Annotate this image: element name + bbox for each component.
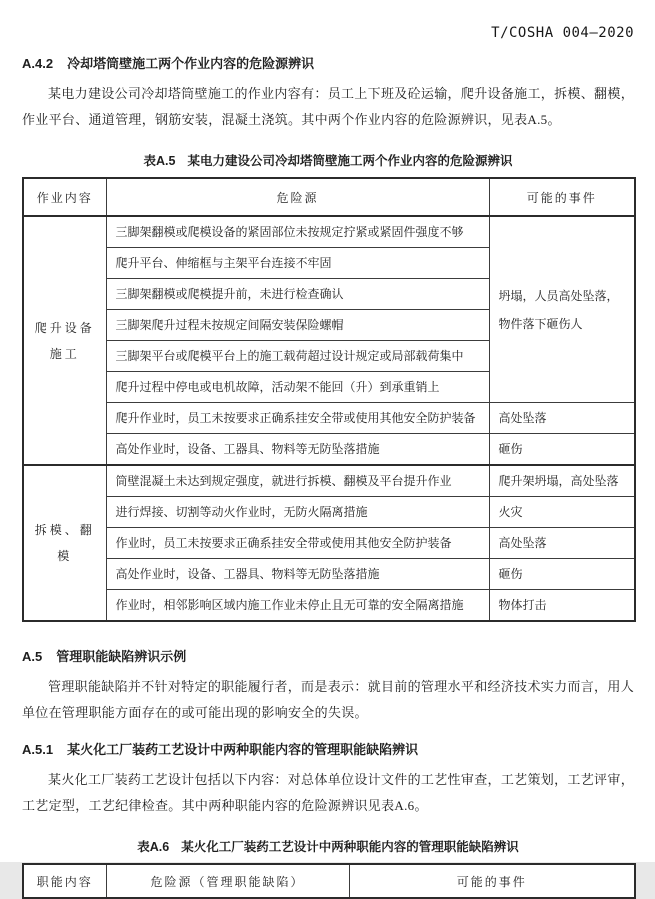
- paragraph-a5: 管理职能缺陷并不针对特定的职能履行者，而是表示：就目前的管理水平和经济技术实力而言，用人单位在管理职能方面存在的或可能出现的影响安全的失误。: [22, 679, 634, 720]
- hazard-cell: 进行焊接、切割等动火作业时，无防火隔离措施: [106, 497, 489, 528]
- section-heading-a42: [22, 55, 634, 73]
- col-header-activity: 作业内容: [23, 178, 106, 216]
- hazard-cell: 作业时，相邻影响区域内施工作业未停止且无可靠的安全隔离措施: [106, 590, 489, 622]
- hazard-table-a6: [22, 863, 636, 899]
- table-row: [23, 528, 635, 559]
- table-a5-caption: [22, 151, 634, 169]
- section-number: A.4.2: [22, 56, 54, 71]
- hazard-cell: 爬升作业时，员工未按要求正确系挂安全带或使用其他安全防护装备: [106, 403, 489, 434]
- activity-cell-formwork: 拆模、翻模: [23, 465, 106, 621]
- section-title: 某火化工厂装药工艺设计中两种职能内容的管理职能缺陷辨识: [67, 742, 419, 757]
- table-header-row: [23, 864, 635, 898]
- hazard-cell: 三脚架爬升过程未按规定间隔安装保险螺帽: [106, 310, 489, 341]
- paragraph-a51: 某火化工厂装药工艺设计包括以下内容：对总体单位设计文件的工艺性审查，工艺策划，工艺评审，工艺定型，工艺纪律检查。其中两种职能内容的危险源辨识见表A.6。: [22, 772, 634, 813]
- section-number: A.5.1: [22, 742, 54, 757]
- hazard-cell: 三脚架翻模或爬模提升前，未进行检查确认: [106, 279, 489, 310]
- event-cell: 物体打击: [489, 590, 635, 622]
- section-heading-a51: [22, 741, 634, 759]
- hazard-cell: 三脚架平台或爬模平台上的施工载荷超过设计规定或局部载荷集中: [106, 341, 489, 372]
- event-cell: 砸伤: [489, 434, 635, 466]
- hazard-cell: 高处作业时，设备、工器具、物料等无防坠落措施: [106, 559, 489, 590]
- section-number: A.5: [22, 649, 43, 664]
- table-row: [23, 590, 635, 622]
- table-row: [23, 403, 635, 434]
- table-row: [23, 559, 635, 590]
- event-cell: 火灾: [489, 497, 635, 528]
- table-row: [23, 434, 635, 466]
- event-cell: 爬升架坍塌，高处坠落: [489, 465, 635, 497]
- col-header-event: 可能的事件: [489, 178, 635, 216]
- col-header-hazard: 危险源（管理职能缺陷）: [106, 864, 349, 898]
- event-cell-merged: 坍塌，人员高处坠落，物件落下砸伤人: [489, 216, 635, 403]
- table-a6-caption-text: 某火化工厂装药工艺设计中两种职能内容的管理职能缺陷辨识: [181, 840, 519, 854]
- hazard-cell: 三脚架翻模或爬模设备的紧固部位未按规定拧紧或紧固件强度不够: [106, 216, 489, 248]
- event-cell: 砸伤: [489, 559, 635, 590]
- section-title: 管理职能缺陷辨识示例: [56, 649, 187, 664]
- hazard-cell: 作业时，员工未按要求正确系挂安全带或使用其他安全防护装备: [106, 528, 489, 559]
- event-cell: 高处坠落: [489, 403, 635, 434]
- hazard-table-a5: [22, 177, 636, 622]
- table-row: [23, 497, 635, 528]
- hazard-cell: 爬升平台、伸缩框与主架平台连接不牢固: [106, 248, 489, 279]
- event-cell: 高处坠落: [489, 528, 635, 559]
- table-header-row: [23, 178, 635, 216]
- doc-number: T/COSHA 004—2020: [491, 25, 634, 41]
- section-heading-a5: [22, 648, 634, 666]
- table-a6-caption: [22, 837, 634, 855]
- hazard-cell: 高处作业时，设备、工器具、物料等无防坠落措施: [106, 434, 489, 466]
- hazard-cell: 筒壁混凝土未达到规定强度，就进行拆模、翻模及平台提升作业: [106, 465, 489, 497]
- col-header-function: 职能内容: [23, 864, 106, 898]
- paragraph-a42: 某电力建设公司冷却塔筒壁施工的作业内容有：员工上下班及砼运输，爬升设备施工，拆模、翻模，作业平台、通道管理，钢筋安装，混凝土浇筑。其中两个作业内容的危险源辨识，见表A.5。: [22, 86, 634, 127]
- section-title: 冷却塔筒壁施工两个作业内容的危险源辨识: [67, 56, 315, 71]
- table-row: [23, 216, 635, 248]
- table-a5-caption-text: 某电力建设公司冷却塔筒壁施工两个作业内容的危险源辨识: [187, 154, 513, 168]
- col-header-hazard: 危险源: [106, 178, 489, 216]
- hazard-cell: 爬升过程中停电或电机故障，活动架不能回（升）到承重销上: [106, 372, 489, 403]
- table-a6-caption-label: 表A.6: [137, 840, 170, 854]
- table-a5-caption-label: 表A.5: [143, 154, 176, 168]
- activity-cell-climbing-equipment: 爬升设备施工: [23, 216, 106, 465]
- table-row: [23, 465, 635, 497]
- col-header-event: 可能的事件: [349, 864, 635, 898]
